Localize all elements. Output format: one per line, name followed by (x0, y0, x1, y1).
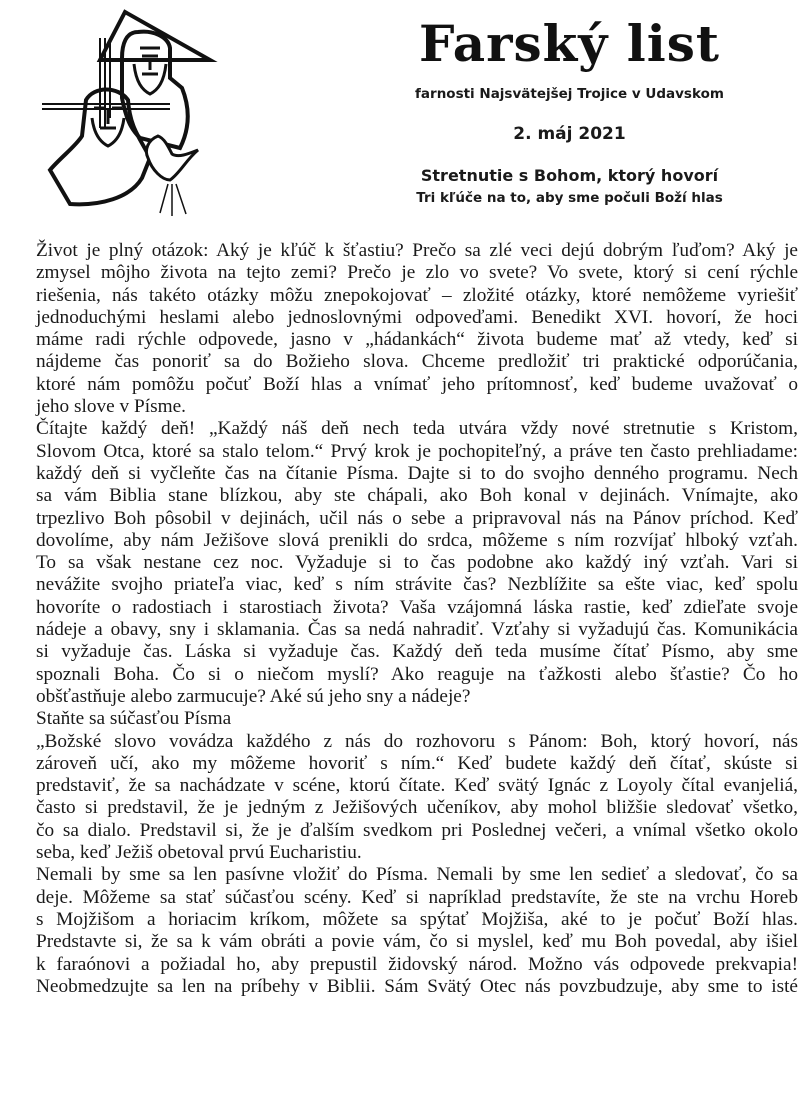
article-headline: Stretnutie s Bohom, ktorý hovorí (420, 166, 719, 185)
text-line: dovolíme, aby nám Ježišove slová prenikli do srdca, môžeme s ním rozvíjať hlboký vzťah. (36, 529, 798, 551)
text-line: nádeje a obavy, sny i sklamania. Čas sa nedá nahradiť. Vzťahy si vyžadujú čas. Komunikácia (36, 619, 798, 641)
text-line: Život je plný otázok: Aký je kľúč k šťastiu? Prečo sa zlé veci dejú dobrým ľuďom? Aký je (36, 240, 798, 261)
text-line: „Božské slovo vovádza každého z nás do rozhovoru s Pánom: Boh, ktorý hovorí, nás (36, 730, 798, 752)
article-subheadline: Tri kľúče na to, aby sme počuli Boží hlas (416, 190, 723, 206)
triangle-shape (100, 12, 210, 60)
text-line: často si predstavil, že je jedným z Ježišových učeníkov, aby mohol bližšie sledovať všetko, (36, 797, 798, 819)
text-line: máme radi rýchle odpovede, jasno v „hádankách“ života budeme mať až vtedy, keď si (36, 329, 798, 351)
trinity-illustration (30, 8, 220, 218)
text-line: sa vám Biblia stane blízkou, aby ste chápali, ako Boh konal v dejinách. Vnímajte, ako (36, 485, 798, 507)
newsletter-title: Farský list (419, 14, 720, 73)
article-body (36, 240, 798, 998)
text-line: jednoduchými heslami alebo jednoslovnými odpoveďami. Benedikt XVI. hovorí, že hoci (36, 306, 798, 328)
text-line: zároveň učí, ako my môžeme hovoriť s ním.“ Keď budete každý deň čítať, skúste si (36, 752, 798, 774)
text-line: s Mojžišom a horiacim kríkom, môžete sa spýtať Mojžiša, aké to je počuť Boží hlas. (36, 908, 798, 930)
section-heading: Staňte sa súčasťou Písma (36, 708, 232, 730)
text-line: k faraónovi a požiadal ho, aby prepustil židovský národ. Možno vás odpovede prekvapia! (36, 953, 798, 975)
text-line: si vyžaduje čas. Láska si vyžaduje čas. Každý deň teda musíme čítať Písmo, aby sme (36, 641, 798, 663)
text-line: obšťastňuje alebo zarmucuje? Aké sú jeho sny a nádeje? (36, 685, 471, 707)
dove-shape (146, 136, 198, 180)
text-line: Nemali by sme sa len pasívne vložiť do Písma. Nemali by sme len sedieť a sledovať, čo sa (36, 864, 798, 886)
text-line: zmysel môjho života na tejto zemi? Prečo je zlo vo svete? Vo svete, ktorý si cení rýchle (36, 262, 798, 284)
text-line: Neobmedzujte sa len na príbehy v Biblii. Sám Svätý Otec nás povzbudzuje, aby sme to isté (36, 975, 798, 997)
text-line: spoznali Boha. Čo si o niečom myslí? Ako reaguje na ťažkosti alebo šťastie? Čo ho (36, 663, 798, 685)
text-line: každý deň si vyčleňte čas na čítanie Písma. Dajte si to do svojho denného programu. Nech (36, 462, 798, 484)
text-line: nájdeme čas ponoriť sa do Božieho slova. Chceme predložiť tri praktické odporúčania, (36, 351, 798, 373)
text-line: deje. Môžeme sa stať súčasťou scény. Keď si napríklad predstavíte, že ste na vrchu Horeb (36, 886, 798, 908)
text-line: jeho slove v Písme. (36, 396, 186, 418)
text-line: Čítajte každý deň! „Každý náš deň nech teda utvára vždy nové stretnutie s Kristom, (36, 418, 798, 440)
text-line: nevážite svojho priateľa viac, keď s ním strávite čas? Nezblížite sa ešte viac, keď spolu (36, 574, 798, 596)
text-line: hovoríte o radostiach i starostiach života? Vaša vzájomná láska rastie, keď zdieľate svoje (36, 596, 798, 618)
text-line: Slovom Otca, ktoré sa stalo telom.“ Prvý krok je pochopiteľný, a práve ten často prehliadame: (36, 440, 798, 462)
text-line: čo sa dialo. Predstavil si, že je ďalším svedkom pri Poslednej večeri, a vnímal všetko okolo (36, 819, 798, 841)
parish-name: farnosti Najsvätejšej Trojice v Udavskom (415, 86, 724, 102)
text-line: To sa však nestane cez noc. Vyžaduje si to čas podobne ako každý iný vzťah. Vari si (36, 552, 798, 574)
text-line: predstaviť, že sa nachádzate v scéne, ktorú čítate. Keď svätý Ignác z Loyoly čítal evanjeliá, (36, 775, 798, 797)
text-line: trpezlivo Boh pôsobil v dejinách, učil nás o sebe a pripravoval nás na Pánov príchod. Keď (36, 507, 798, 529)
text-line: riešenia, nás takéto otázky môžu znepokojovať – zložité otázky, ktoré nemôžeme vyriešiť (36, 284, 798, 306)
issue-date: 2. máj 2021 (513, 124, 626, 144)
text-line: ktoré nám pomôžu počuť Boží hlas a vnímať jeho prítomnosť, keď budeme uvažovať o (36, 373, 798, 395)
text-line: seba, keď Ježiš obetoval prvú Eucharistiu. (36, 842, 362, 864)
text-line: Predstavte si, že sa k vám obráti a povie vám, čo si myslel, keď mu Boh povedal, aby išiel (36, 931, 798, 953)
